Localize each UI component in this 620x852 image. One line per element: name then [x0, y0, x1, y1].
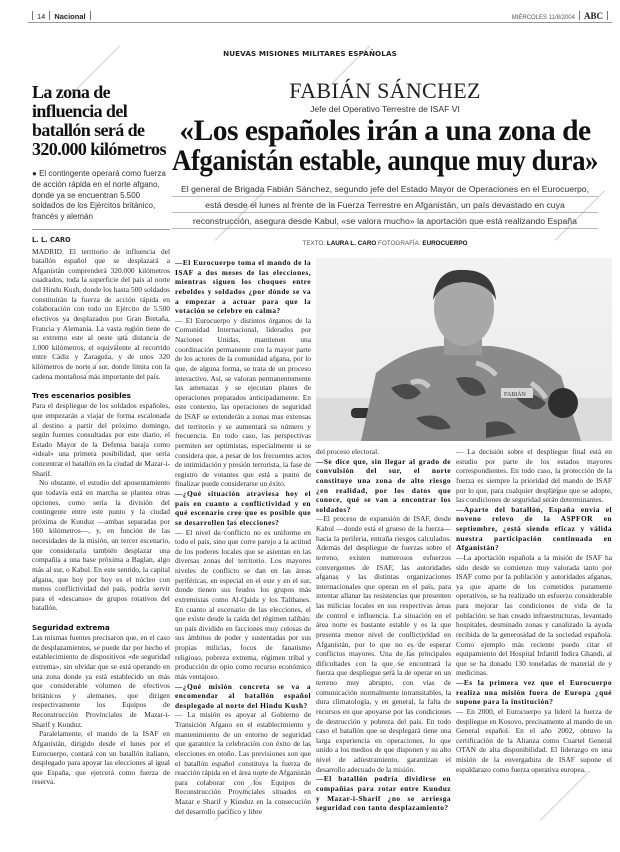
sidebar-body [32, 236, 170, 787]
intro-line: El general de Brigada Fabián Sánchez, segundo jefe del Estado Mayor de Operaciones en el Eurocuerpo, [180, 184, 590, 194]
paragraph: No obstante, el estudio del aposentamiento que todavía está en marcha se plantea otras opciones, como sería la división del contingente entre este punto y la ciudad próxima de Kunduz —ambas separadas por 160 kilómetros—, y, en función de las necesidades de la misión, un tercer escenario, que consideraría también desplazar una compañía a una base próxima a Baglan, algo más al sur, o Kabul. En este sentido, la capital afgana, que hoy por hoy es el núcleo con menos conflictividad del país, podría servir para el «descanso» de grupos rotativos del batallón. [32, 478, 170, 613]
interviewee-role: Jefe del Operativo Terrestre de ISAF VI [310, 104, 460, 114]
question: —Se dice que, sin llegar al grado de convulsión del sur, el norte constituye una zona de alto riesgo ¿en realidad, por los datos que conoce, qué se van a encontrar los soldados? [316, 456, 451, 514]
subheading: Seguridad extrema [32, 623, 110, 633]
question: —Aparte del batallón, España envía el noveno relevo de la ASPFOR en septiembre, ¿está siendo eficaz y válida nuestra participación continuada en Afganistán? [456, 504, 612, 553]
question: —El Eurocuerpo toma el mando de la ISAF a dos meses de las elecciones, mientras siguen los choques entre rebeldes y soldados ¿por dónde se va a empezar a actuar para que la votación se celebre en calma? [175, 258, 311, 316]
credit-label: FOTOGRAFÍA: [378, 240, 421, 247]
subheading: Tres escenarios posibles [32, 391, 131, 401]
interview-column-2 [316, 447, 451, 813]
answer: — La misión es apoyar al Gobierno de Transición Afgano en el establecimiento y mantenimiento de un entorno de seguridad que garantice la celebración con éxito de las elecciones en otoño. Las previsiones son que el batallón español constituya la fuerza de reacción rápida en el área norte de Afganistán para colaborar con los Equipos de Reconstrucción Provinciales situados en Mazar e Sharif y Kunduz en la consecución del desarrollo pacífico y libre [175, 710, 311, 816]
section-kicker: NUEVAS MISIONES MILITARES ESPAÑOLAS [223, 49, 397, 58]
sidebar-deck [32, 169, 170, 230]
author-credit: LAURA L. CARO [326, 240, 377, 247]
question: —¿Qué situación atraviesa hoy el país en cuanto a conflictividad y en qué escenario cree que es posible que se desarrollen las elecciones? [175, 489, 311, 527]
answer: — En 2000, el Eurocuerpo ya lideró la fuerza de despliegue en Kosovo, precisamente al mando de un General español. En el año 2002, obtuvo la certificación de la Alianza como Cuartel General OTAN de alta disponibilidad. El liderazgo en una misión de la envergadura de ISAF supone el espaldarazo como fuerza operativa europea. [456, 706, 612, 774]
issue-date: MIÉRCOLES 11/8/2004 [511, 15, 575, 21]
sidebar-headline: La zona de influencia del batallón será de 320.000 kilómetros [32, 82, 166, 159]
main-headline [172, 116, 598, 176]
page-number: 14 [37, 12, 46, 21]
interview-column-1 [175, 258, 311, 816]
headline-line: Afganistán estable, aunque muy dura» [172, 145, 599, 177]
sidebar-article [32, 83, 170, 787]
name-tape: FABIÁN [504, 392, 526, 398]
sidebar-byline: L. L. CARO [32, 235, 71, 244]
answer: —La aportación española a la misión de ISAF ha sido desde su comienzo muy valorada tanto por ISAF como por la población y autoridades afganas, ya que aparte de los cometidos puramente operativos, se ha realizado un esfuerzo considerable para mejorar las condiciones de vida de la población: se han creado infraestructuras, levantado hospitales, desminado zonas y canalizado la ayuda recibida de la generosidad de la sociedad española. Como ejemplo más reciente puedo citar el equipamiento del Hospital Infantil Indira Ghandi, al que se ha donado 130 toneladas de material de y medicinas. [456, 552, 612, 678]
intro-line: reconstrucción, asegura desde Kabul, «se valora mucho» la aportación que está realizando España [193, 216, 577, 226]
interviewee-name: FABIÁN SÁNCHEZ [289, 78, 481, 103]
page-header [28, 11, 612, 23]
section-name: Nacional [54, 12, 86, 21]
question: —Es la primera vez que el Eurocuerpo realiza una misión fuera de Europa ¿qué supone para la institución? [456, 678, 612, 707]
question: —El batallón podría dividirse en compañías para rotar entre Kunduz y Mazar-i-Sharif ¿no se arriesga seguridad con tanto desplazamiento? [316, 774, 451, 813]
photo-credit: EUROCUERPO [422, 240, 468, 247]
answer: —El proceso de expansión de ISAF, desde Kabul —donde está el grueso de la fuerza— hacia la periferia, entraña riesgos calculados. Además del despliegue de fuerzas sobre el terreno, existen numerosos esfuerzos convergentes de ISAF, las autoridades afganas y las distintas organizaciones internacionales que operan en el país, para intentar allanar las resistencias que presenten las milicias locales en sus respectivas áreas de control e influencia. La situación en el área norte es bastante estable y es la que presenta menor nivel de conflictividad en Afganistán, por lo que no es de esperar conflictos mayores. Una de las principales dificultades con la que se encontrará la fuerza que despliegue será la de operar en un terreno muy abrupto, con vías de comunicación normalmente intransitables, la dura climatología, y en general, la falta de recursos en que apoyarse por las condiciones de destrucción y pobreza del país. En todo caso el batallón que se desplegará tiene una larga experiencia en operaciones, lo que unido a los medios de que disponen y su alto nivel de adiestramiento, garantizan el desarrollo adecuado de la misión. [316, 514, 451, 774]
soldier-portrait-image [316, 258, 612, 441]
interview-column-3 [456, 447, 612, 774]
paragraph: Las mismas fuentes precisaron que, en el caso de desplazamientos, se puede dar por hecho el establecimiento de dispositivos «de seguridad extrema», sin olvidar que se está operando en una zona donde ya está establecido un más que considerable volumen de efectivos británicos y alemanes, que dirigen respectivamente los Equipos de Reconstrucción Provinciales de Mazar-i-Sharif y Kunduz. [32, 633, 170, 729]
paragraph: Para el despliegue de los soldados españoles, que empezarán a viajar de forma escalonada al destino a partir del próximo domingo, según fuentes consultadas por este diario, el Estado Mayor de la Defensa baraja como «ideal» una primera posibilidad, que sería concentrar el batallón en la ciudad de Mazar-i-Sharif. [32, 401, 170, 478]
sidebar-deck-text: El contingente operará como fuerza de acción rápida en el norte afgano, donde ya se encuentran 5.500 soldados de los Ejércitos británico, francés y alemán [32, 169, 166, 222]
answer: — La decisión sobre el despliegue final está en estudio por parte de los estados mayores correspondientes. En todo caso, la protección de la fuerza es siempre la prioridad del mando de ISAF por lo que, para cualquier despliegue que se adopte, las condiciones de seguridad serán determinantes. [456, 447, 612, 505]
portrait-photo [316, 258, 612, 441]
intro-line: está desde el lunes al frente de la Fuerza Terrestre en Afganistán, un país devastado en cuya [205, 200, 565, 210]
paragraph: MADRID. El territorio de influencia del batallón español que se desplazará a Afganistán comprenderá 320.000 kilómetros cuadrados, toda la superficie del país al norte del Hindu Kush, donde los hasta 500 soldados constituirán la fuerza de acción rápida en colaboración con todo un Ejército de 5.500 efectivos ya desplazados por Gran Bretaña, Francia y Alemania. La vasta región tiene de su extremo este al oeste una distancia de 1.000 kilómetros, el equivalente al recorrido entre Cádiz y Zaragoza, y de unos 320 kilómetros de norte a sur, donde limita con la cadena montañosa más importante del país. [32, 246, 170, 381]
answer: del proceso electoral. [316, 447, 379, 456]
credit-label: TEXTO: [302, 240, 326, 247]
brand-logo: ABC [583, 11, 603, 21]
bullet-icon: ● [32, 169, 40, 178]
answer: — El nivel de conflicto no es uniforme en todo el país, sino que corre parejo a la actitud de los poderes locales que se asientan en las diversas zonas del territorio. Los mayores niveles de conflicto se dan en las áreas periféricas, en especial en el este y en el sur, donde tienen sus feudos los grupos más extremistas como Al-Qaida y los Talibanes. En cuanto al escenario de las elecciones, el que existe desde la caída del régimen talibán: un país dividido en facciones muy celosas de sus ámbitos de poder y sustentadas por sus propias milicias, focos de fanatismo religioso, pobreza extrema, régimen tribal y producción de opio como recurso económico más ventajoso. [175, 527, 311, 681]
intro-text [172, 183, 598, 231]
headline-line: «Los españoles irán a una zona de [179, 115, 591, 147]
paragraph: Paralelamente, el mando de la ISAF en Afganistán, dirigido desde el lunes por el Eurocuerpo, contará con un batallón italiano, desplegado para apoyar las elecciones al igual que España, que ejercerá como fuerza de reserva. [32, 729, 170, 787]
watermark-stroke [540, 770, 590, 820]
credits [170, 240, 600, 247]
answer: — El Eurocuerpo y distintos órganos de la Comunidad Internacional, liderados por Naciones Unidas, mantienen una coordinación permanente con la mayor parte de los actores de la comunidad afgana, por lo que, de alguna forma, se trata de un proceso interactivo. Así, se valoran permanentemente las amenazas y se ejecutan planes de operaciones preparados anticipadamente. En este contexto, las operaciones de seguridad de ISAF se extenderán a zonas mas extensas del territorio y se aumentará su número y frecuencia. En todo caso, las perspectivas permiten ser optimistas, especialmente si se considera que, a pesar de los frecuentes actos de intimidación y presión terrorista, la fase de registro de votantes que está a punto de finalizar puede considerarse un éxito. [175, 315, 311, 489]
question: —¿Qué misión concreta se va a encomendar al batallón español desplegado al norte del Hindu Kush? [175, 681, 311, 710]
